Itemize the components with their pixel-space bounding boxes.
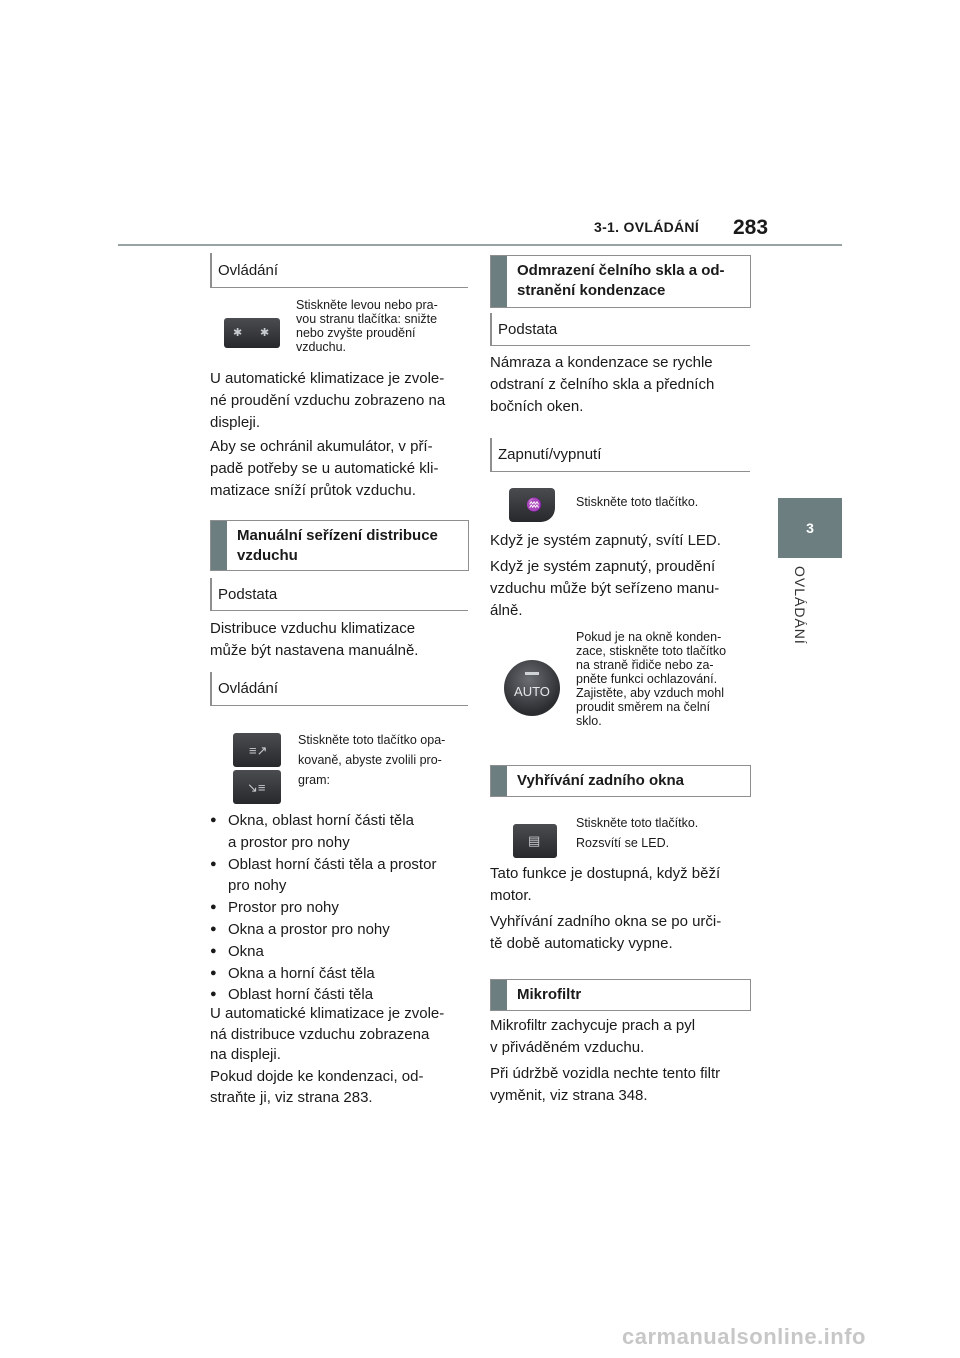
subheading-rule bbox=[490, 471, 750, 472]
airflow-lower-icon: ↘≡ bbox=[247, 780, 266, 795]
subheading-bar bbox=[210, 672, 212, 705]
paragraph: U automatické klimatizace je zvole- né proudění vzduchu zobrazeno na displeji. bbox=[210, 370, 446, 431]
section-box-title: Mikrofiltr bbox=[517, 986, 582, 1003]
subheading-podstata: Podstata bbox=[498, 321, 558, 338]
list-item: ● Prostor pro nohy bbox=[210, 897, 472, 919]
section-title: 3-1. OVLÁDÁNÍ bbox=[594, 219, 700, 235]
defrost-button-caption: Stiskněte toto tlačítko. bbox=[576, 495, 699, 509]
subheading-zapnuti: Zapnutí/vypnutí bbox=[498, 446, 602, 463]
section-box-bar bbox=[491, 980, 507, 1010]
paragraph: U automatické klimatizace je zvole- ná distribuce vzduchu zobrazena na displeji. bbox=[210, 1005, 445, 1063]
subheading-bar bbox=[490, 313, 492, 345]
section-box-bar bbox=[211, 521, 227, 570]
paragraph: Při údržbě vozidla nechte tento filtr vyměnit, viz strana 348. bbox=[490, 1065, 721, 1104]
section-box-microfilter bbox=[490, 979, 751, 1011]
paragraph: Tato funkce je dostupná, když běží motor. bbox=[490, 865, 721, 904]
subheading-ovladani: Ovládání bbox=[218, 262, 279, 279]
watermark: carmanualsonline.info bbox=[622, 1324, 866, 1349]
distribution-button-lower bbox=[233, 770, 281, 804]
chapter-tab: 3 bbox=[778, 498, 842, 558]
section-box-title: Vyhřívání zadního okna bbox=[517, 772, 684, 789]
windshield-defrost-icon: ♒ bbox=[526, 497, 543, 512]
rear-heating-button-image bbox=[513, 824, 557, 858]
paragraph: Pokud dojde ke kondenzaci, od- straňte ji, viz strana 283. bbox=[210, 1068, 424, 1106]
paragraph: Když je systém zapnutý, svítí LED. bbox=[490, 532, 721, 549]
defrost-button-image bbox=[509, 488, 555, 522]
section-box-title: Odmrazení čelního skla a od- stranění kondenzace bbox=[517, 262, 725, 299]
subheading-bar bbox=[210, 253, 212, 287]
list-item: ● Oblast horní části těla bbox=[210, 984, 472, 1006]
subheading-podstata: Podstata bbox=[218, 586, 278, 603]
distribution-program-list bbox=[210, 810, 472, 1006]
auto-button-label: AUTO bbox=[514, 684, 550, 699]
section-box-rear-heating bbox=[490, 765, 751, 797]
auto-button-image bbox=[504, 660, 560, 716]
page-number: 283 bbox=[733, 216, 769, 239]
section-box-bar bbox=[491, 256, 507, 307]
subheading-ovladani: Ovládání bbox=[218, 680, 279, 697]
subheading-bar bbox=[210, 578, 212, 610]
subheading-rule bbox=[490, 345, 750, 346]
airflow-upper-icon: ≡↗ bbox=[249, 743, 268, 758]
header-rule bbox=[118, 244, 842, 246]
fan-low-icon: ✱ bbox=[233, 327, 243, 339]
subheading-bar bbox=[490, 438, 492, 471]
list-item: ● Okna a horní část těla bbox=[210, 963, 472, 985]
list-item: ● Okna, oblast horní části těla a prostor pro nohy bbox=[210, 810, 472, 854]
distribution-button-caption: Stiskněte toto tlačítko opa- kovaně, abyste zvolili pro- gram: bbox=[298, 733, 446, 787]
section-box-title: Manuální seřízení distribuce vzduchu bbox=[237, 527, 438, 564]
section-box-defrost bbox=[490, 255, 751, 308]
subheading-rule bbox=[210, 705, 468, 706]
rear-window-heating-icon: ▤ bbox=[528, 833, 541, 848]
list-item: ● Okna a prostor pro nohy bbox=[210, 919, 472, 941]
airflow-button-image bbox=[224, 318, 280, 348]
rear-heating-button-caption: Stiskněte toto tlačítko. Rozsvítí se LED. bbox=[576, 816, 699, 850]
chapter-side-label: OVLÁDÁNÍ bbox=[792, 566, 808, 645]
paragraph: Mikrofiltr zachycuje prach a pyl v přiváděném vzduchu. bbox=[490, 1017, 696, 1056]
section-box-manual bbox=[210, 520, 469, 571]
airflow-button-caption: Stiskněte levou nebo pra- vou stranu tlačítka: snižte nebo zvyšte proudění vzduchu. bbox=[296, 298, 438, 354]
fan-high-icon: ✱ bbox=[260, 327, 270, 339]
list-item: ● Oblast horní části těla a prostor pro nohy bbox=[210, 854, 472, 898]
list-item: ● Okna bbox=[210, 941, 472, 963]
paragraph: Aby se ochránil akumulátor, v pří- padě potřeby se u automatické kli- matizace sníží průtok vzduchu. bbox=[210, 438, 439, 499]
led-indicator bbox=[525, 672, 539, 675]
paragraph: Distribuce vzduchu klimatizace může být nastavena manuálně. bbox=[210, 620, 419, 659]
section-box-bar bbox=[491, 766, 507, 796]
paragraph: Námraza a kondenzace se rychle odstraní z čelního skla a předních bočních oken. bbox=[490, 354, 715, 415]
paragraph: Vyhřívání zadního okna se po urči- tě době automaticky vypne. bbox=[490, 913, 722, 952]
auto-button-caption: Pokud je na okně konden- zace, stiskněte toto tlačítko na straně řidiče nebo za- pněte funkci ochlazování. Zajistěte, aby vzduch mohl proudit směrem na čelní sklo. bbox=[576, 630, 727, 728]
subheading-rule bbox=[210, 287, 468, 288]
distribution-button-upper bbox=[233, 733, 281, 767]
paragraph: Když je systém zapnutý, proudění vzduchu může být seřízeno manu- álně. bbox=[490, 558, 720, 619]
subheading-rule bbox=[210, 610, 468, 611]
